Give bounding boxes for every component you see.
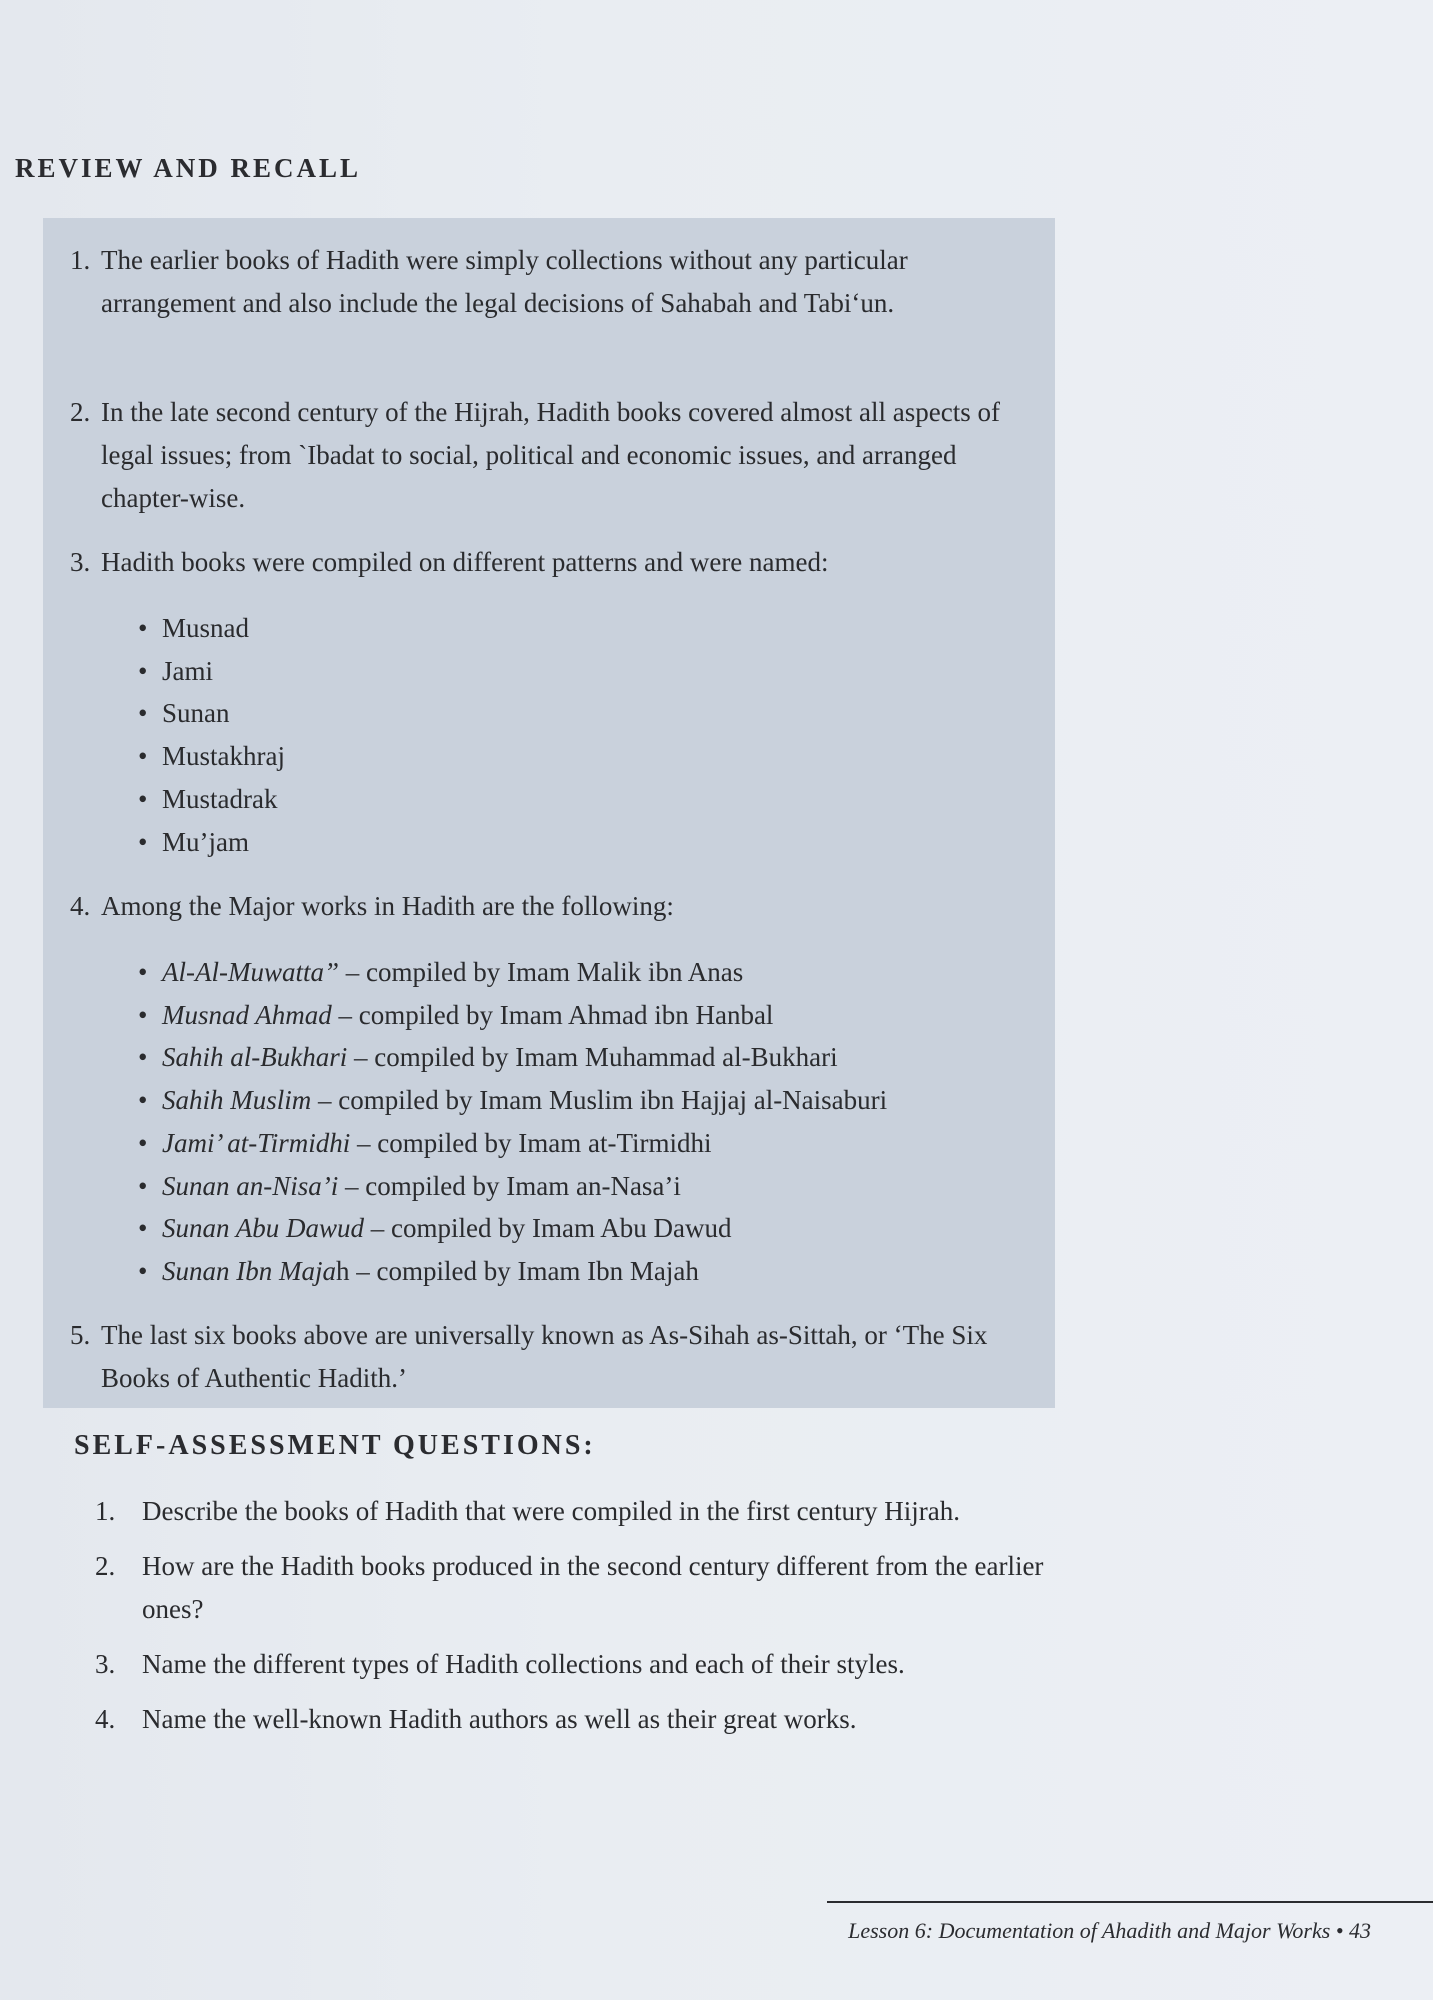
work-desc: h – compiled by Imam Ibn Majah bbox=[335, 1255, 699, 1286]
work-title: Sahih Muslim bbox=[162, 1085, 312, 1116]
work-desc: – compiled by Imam Malik ibn Anas bbox=[339, 957, 744, 987]
list-item: • Sahih Muslim – compiled by Imam Muslim ibn Hajjaj al-Naisaburi bbox=[138, 1085, 888, 1116]
list-item: • Jami bbox=[138, 655, 213, 686]
question-text: Describe the books of Hadith that were compiled in the first century Hijrah. bbox=[142, 1496, 961, 1526]
question-number: 2. bbox=[95, 1551, 116, 1581]
work-title: Sunan Ibn Maja bbox=[162, 1255, 336, 1286]
work-desc: – compiled by Imam Muslim ibn Hajjaj al-Naisaburi bbox=[311, 1085, 888, 1116]
list-item bbox=[95, 1545, 1055, 1631]
list-item: • Sunan an-Nisa’i – compiled by Imam an-Nasa’i bbox=[138, 1170, 681, 1201]
review-item-number: 1. bbox=[70, 245, 91, 275]
work-desc: – compiled by Imam Abu Dawud bbox=[364, 1213, 732, 1244]
list-item: • Mustakhraj bbox=[138, 741, 285, 772]
work-desc: – compiled by Imam Muhammad al-Bukhari bbox=[347, 1042, 838, 1073]
work-desc: – compiled by Imam at-Tirmidhi bbox=[350, 1127, 712, 1158]
work-desc: – compiled by Imam an-Nasa’i bbox=[338, 1170, 681, 1201]
work-title: Jami’ at-Tirmidhi bbox=[162, 1127, 351, 1158]
pattern-list bbox=[138, 607, 285, 863]
review-item-number: 5. bbox=[70, 1320, 91, 1350]
review-item-text: In the late second century of the Hijrah, Hadith books covered almost all aspects of legal issues; from `Ibadat to social, political and economic issues, and arranged chapter-wise. bbox=[101, 397, 1000, 513]
page-footer: Lesson 6: Documentation of Ahadith and Major Works • 43 bbox=[848, 1918, 1371, 1943]
list-item: • Sahih al-Bukhari – compiled by Imam Muhammad al-Bukhari bbox=[138, 1042, 838, 1073]
list-item bbox=[95, 1643, 1055, 1686]
review-item-2 bbox=[70, 391, 1040, 520]
question-number: 4. bbox=[95, 1704, 116, 1734]
review-box bbox=[43, 218, 1055, 1408]
list-item: • Jami’ at-Tirmidhi – compiled by Imam at-Tirmidhi bbox=[138, 1127, 712, 1158]
question-text: How are the Hadith books produced in the second century different from the earlier ones? bbox=[142, 1551, 1044, 1624]
list-item: • Sunan bbox=[138, 698, 230, 729]
review-item-text: Hadith books were compiled on different patterns and were named: bbox=[101, 547, 829, 577]
work-title: Musnad Ahmad bbox=[162, 999, 332, 1030]
work-desc: – compiled by Imam Ahmad ibn Hanbal bbox=[331, 999, 774, 1030]
list-item: • Mustadrak bbox=[138, 783, 278, 814]
list-item: • Mu’jam bbox=[138, 826, 249, 857]
review-item-text: The earlier books of Hadith were simply collections without any particular arrangement and also include the legal decisions of Sahabah and Tabi‘un. bbox=[101, 245, 908, 318]
list-item: • Al-Al-Muwatta” – compiled by Imam Malik ibn Anas bbox=[138, 957, 744, 987]
list-item: • Sunan Ibn Majah – compiled by Imam Ibn Majah bbox=[138, 1255, 699, 1286]
work-title: Sahih al-Bukhari bbox=[162, 1042, 348, 1073]
works-list bbox=[138, 951, 887, 1293]
work-title: Sunan an-Nisa’i bbox=[162, 1170, 339, 1201]
question-number: 3. bbox=[95, 1649, 116, 1679]
review-item-number: 3. bbox=[70, 547, 91, 577]
question-text: Name the different types of Hadith collections and each of their styles. bbox=[142, 1649, 905, 1679]
work-title: Al-Al-Muwatta” bbox=[162, 957, 339, 987]
list-item bbox=[95, 1698, 1055, 1741]
self-assessment-heading: SELF-ASSESSMENT QUESTIONS: bbox=[74, 1430, 596, 1461]
review-item-number: 2. bbox=[70, 397, 91, 427]
question-list bbox=[95, 1490, 1055, 1753]
review-item-4 bbox=[70, 885, 1040, 928]
review-heading: REVIEW AND RECALL bbox=[15, 153, 362, 183]
question-text: Name the well-known Hadith authors as well as their great works. bbox=[142, 1704, 857, 1734]
work-title: Sunan Abu Dawud bbox=[162, 1213, 365, 1244]
review-item-1 bbox=[70, 239, 1040, 325]
review-item-5 bbox=[70, 1314, 1040, 1400]
list-item: • Musnad Ahmad – compiled by Imam Ahmad ibn Hanbal bbox=[138, 999, 774, 1030]
review-item-text: The last six books above are universally known as As-Sihah as-Sittah, or ‘The Six Books of Authentic Hadith.’ bbox=[101, 1320, 988, 1393]
list-item: • Sunan Abu Dawud – compiled by Imam Abu Dawud bbox=[138, 1213, 732, 1244]
list-item bbox=[95, 1490, 1055, 1533]
question-number: 1. bbox=[95, 1496, 116, 1526]
list-item: • Musnad bbox=[138, 613, 249, 643]
review-item-number: 4. bbox=[70, 891, 91, 921]
footer-divider bbox=[827, 1901, 1433, 1903]
review-item-3 bbox=[70, 541, 1040, 584]
review-item-text: Among the Major works in Hadith are the following: bbox=[101, 891, 674, 921]
